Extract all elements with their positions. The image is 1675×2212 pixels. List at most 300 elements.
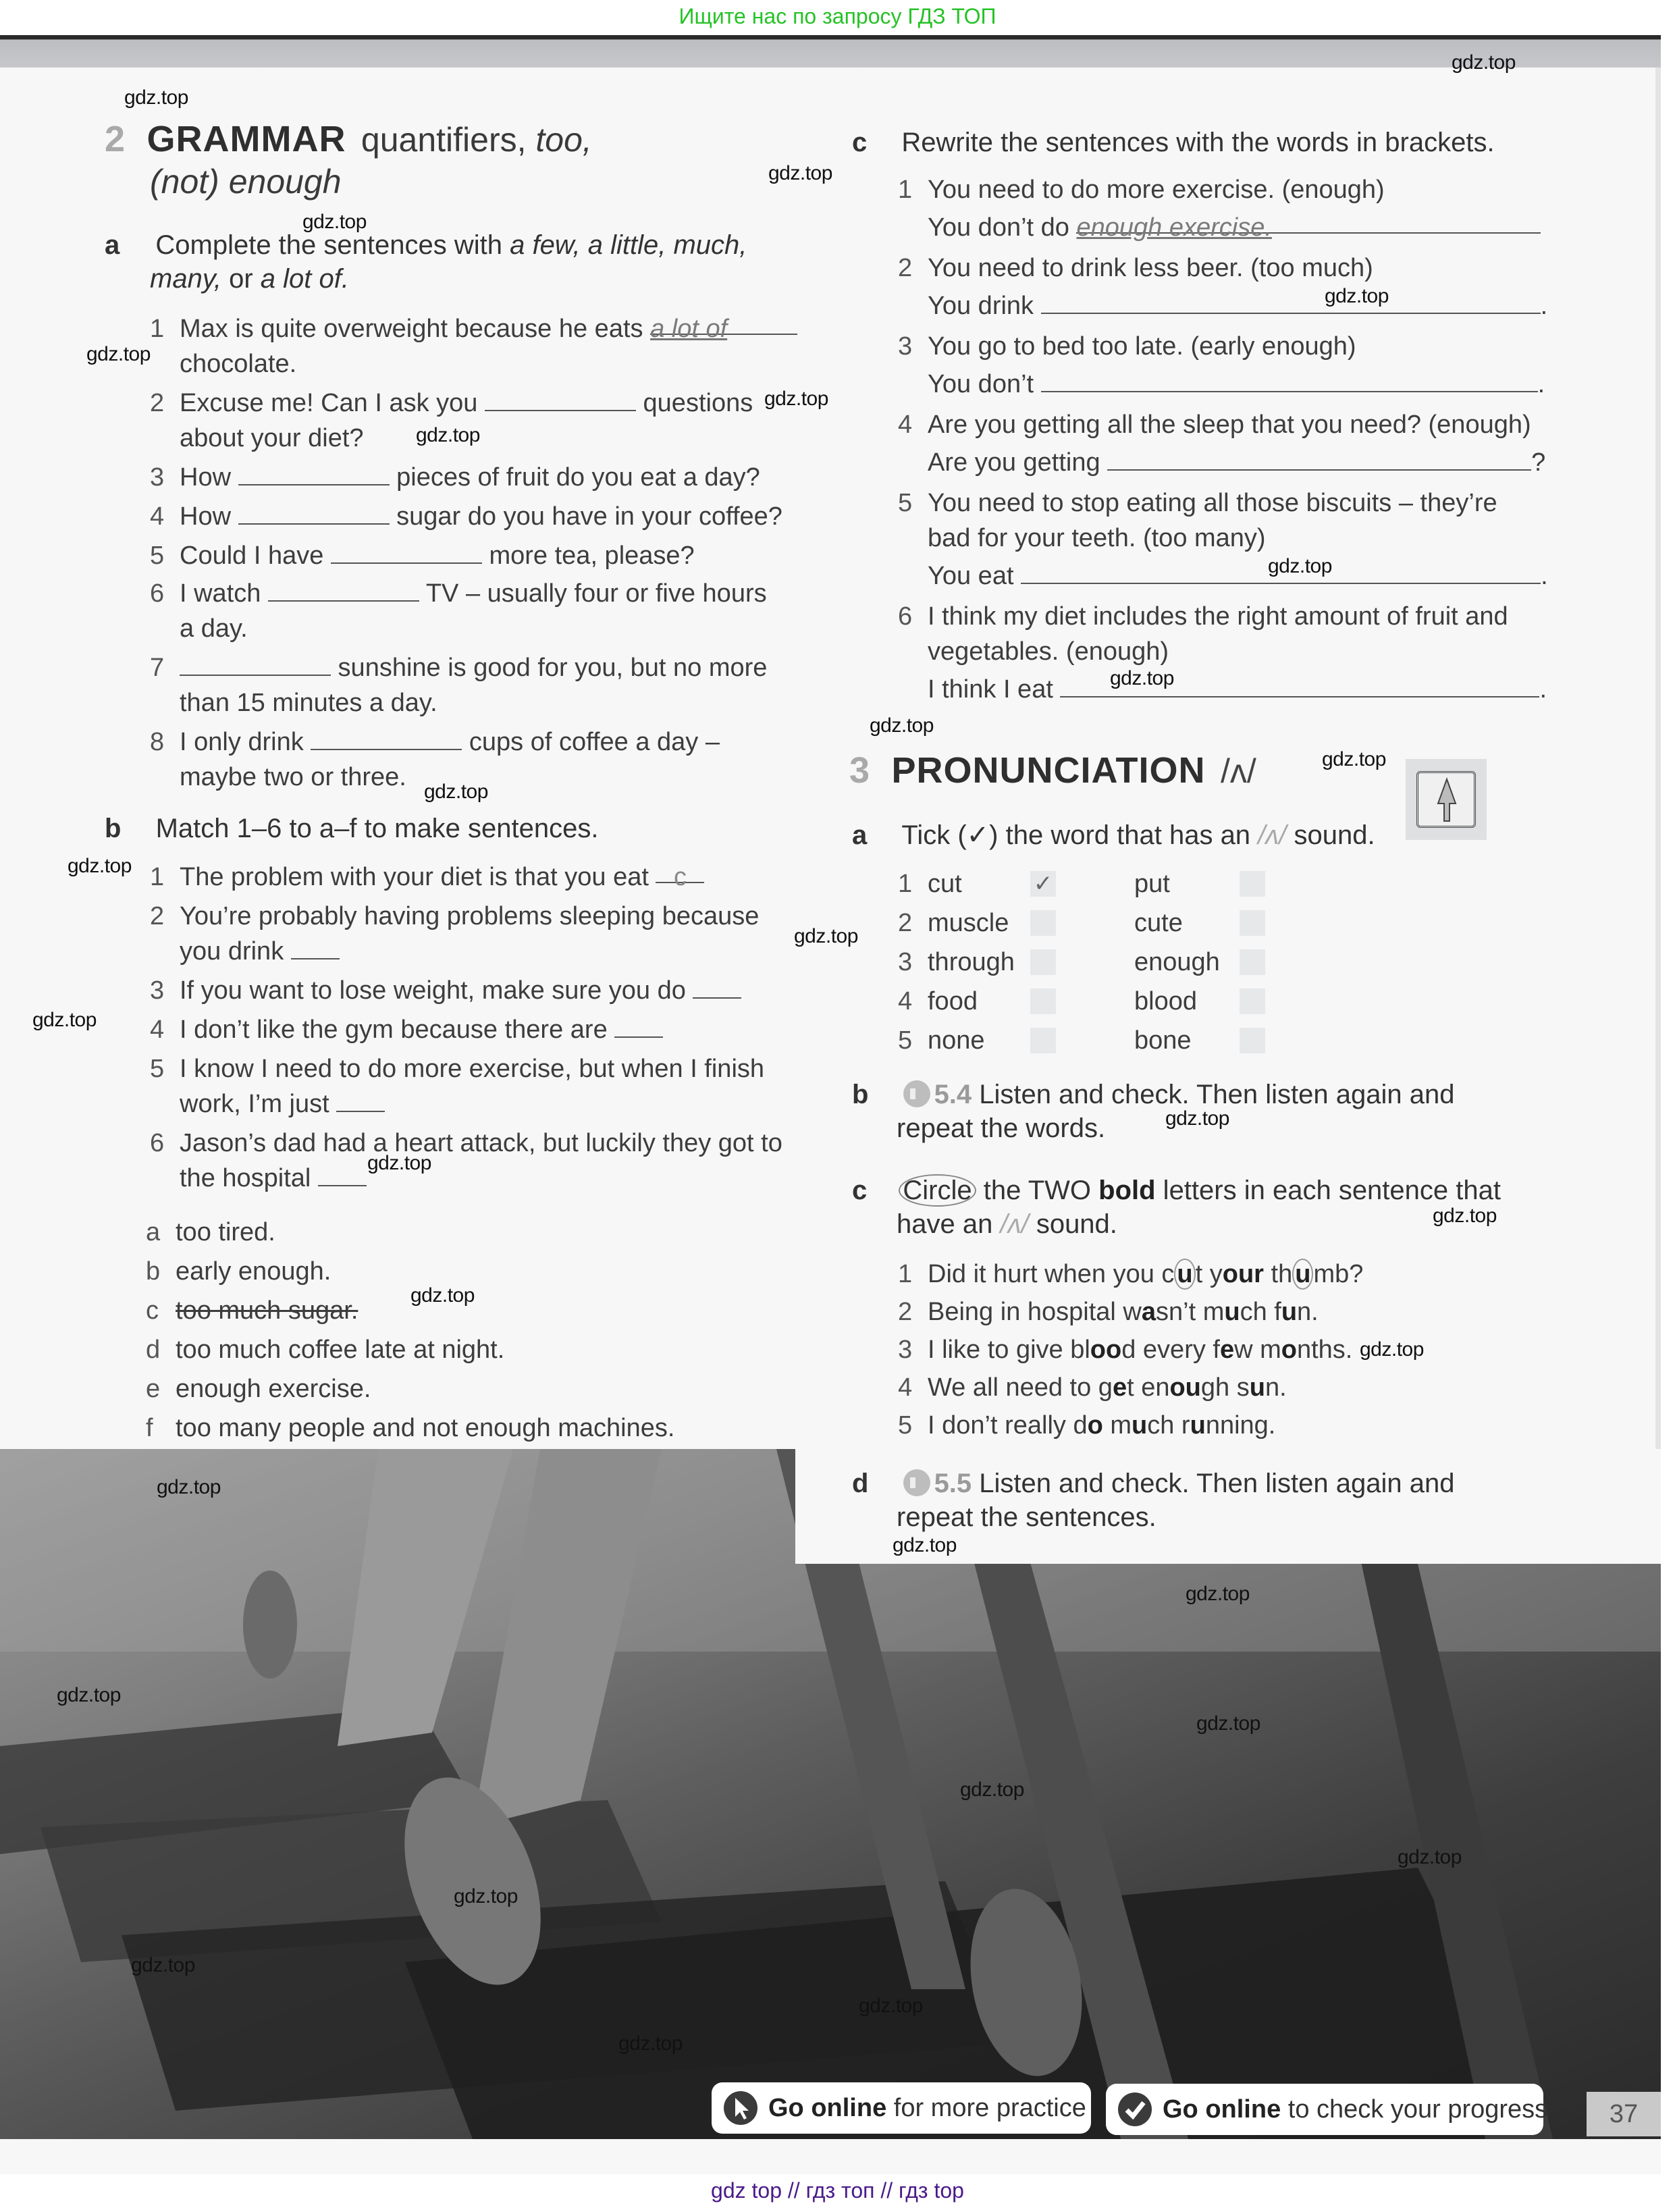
watermark: gdz.top: [1110, 667, 1174, 689]
item-text: Could I have: [180, 542, 331, 570]
sentence-text: t y: [1195, 1260, 1223, 1288]
rewrite-item-1-prompt: [898, 172, 1385, 208]
sentence-text: th: [1263, 1260, 1293, 1288]
item-number: 5: [898, 1411, 913, 1440]
match-option-d: [146, 1332, 504, 1368]
sentence-text: w m: [1234, 1336, 1281, 1364]
sentence-text: n.: [1297, 1298, 1319, 1326]
circle-sentence-2: [898, 1294, 1319, 1330]
bold-letters[interactable]: a: [1141, 1298, 1156, 1326]
grammar-b-item-5-line2: [180, 1086, 385, 1122]
item-text: I watch: [180, 579, 268, 608]
bold-letters[interactable]: o: [1087, 1411, 1103, 1440]
item-text: Jason’s dad had a heart attack, but luckily they got to: [180, 1129, 782, 1157]
watermark: gdz.top: [57, 1684, 121, 1706]
exercise-letter: a: [852, 820, 868, 850]
grammar-b-item-3: [150, 972, 741, 1009]
bold-letters[interactable]: oo: [1090, 1336, 1122, 1364]
grammar-b-item-6: [150, 1125, 782, 1161]
page-top-strip: [0, 35, 1661, 68]
tick-checkbox[interactable]: [1240, 910, 1265, 936]
answer-blank[interactable]: [650, 311, 797, 343]
section-title: PRONUNCIATION: [891, 750, 1206, 791]
audio-track-number: 5.5: [934, 1469, 972, 1498]
option-text: too much coffee late at night.: [176, 1336, 505, 1364]
item-number: 1: [150, 315, 165, 343]
exercise-letter: c: [852, 128, 868, 157]
cursor-arrow-icon: [724, 2091, 757, 2125]
sentence-text: nning.: [1205, 1411, 1276, 1440]
bold-letters[interactable]: our: [1222, 1260, 1264, 1288]
sentence-text: We all need to g: [928, 1373, 1113, 1402]
watermark: gdz.top: [1196, 1712, 1260, 1735]
instruction-text: Match 1–6 to a–f to make sentences.: [155, 814, 599, 843]
grammar-b-item-1: [150, 859, 704, 895]
instruction-text-line2: repeat the sentences.: [897, 1502, 1156, 1532]
item-number: 6: [150, 1129, 165, 1157]
match-option-f: [146, 1410, 674, 1446]
item-prompt: I think my diet includes the right amount of fruit and: [928, 602, 1508, 631]
sentence-text: Being in hospital w: [928, 1298, 1142, 1326]
sentence-text: mb?: [1313, 1260, 1364, 1288]
bold-letters[interactable]: u: [1132, 1411, 1148, 1440]
exercise-letter: b: [852, 1080, 869, 1109]
rewrite-start: I think I eat: [928, 675, 1061, 704]
rewrite-answer-field[interactable]: [1107, 446, 1531, 471]
tick-checkbox[interactable]: [1030, 949, 1056, 975]
sentence-text: d every f: [1121, 1336, 1220, 1364]
sentence-text: m: [1102, 1411, 1132, 1440]
instruction-text: have an: [897, 1209, 1001, 1239]
item-continuation: about your diet?: [180, 424, 364, 452]
item-text-after: cups of coffee a day –: [462, 728, 720, 756]
rewrite-start: You drink: [928, 292, 1041, 320]
item-text: I don’t like the gym because there are: [180, 1016, 608, 1044]
grammar-a-item-6: [150, 575, 767, 612]
section-number: 2: [105, 119, 126, 159]
item-continuation: the hospital: [180, 1164, 311, 1192]
rewrite-item-2-prompt: [898, 250, 1373, 286]
button-label: for more practice: [886, 2093, 1086, 2122]
item-continuation: you drink: [180, 937, 284, 966]
item-text: Excuse me! Can I ask you: [180, 389, 485, 417]
phonetic-symbol: /ʌ/: [1220, 752, 1256, 790]
item-prompt: Are you getting all the sleep that you need? (enough): [928, 411, 1531, 439]
audio-icon[interactable]: [903, 1469, 930, 1496]
bold-letters[interactable]: o: [1281, 1336, 1297, 1364]
word: muscle: [928, 909, 1009, 937]
match-option-e: [146, 1371, 371, 1407]
match-option-b: [146, 1253, 331, 1290]
watermark: gdz.top: [960, 1779, 1024, 1801]
rewrite-item-6-answer-line: [928, 671, 1547, 708]
watermark: gdz.top: [1165, 1107, 1229, 1130]
item-text: The problem with your diet is that you eat: [180, 863, 649, 891]
grammar-a-item-2: [150, 385, 753, 421]
tick-checkbox-checked[interactable]: [1030, 871, 1056, 897]
watermark: gdz.top: [424, 781, 488, 803]
bold-letters[interactable]: u: [1249, 1373, 1265, 1402]
item-number: 3: [898, 1336, 913, 1364]
sentence-text: Did it hurt when you c: [928, 1260, 1175, 1288]
option-letter: b: [146, 1257, 161, 1286]
exercise-letter: a: [105, 230, 120, 260]
watermark: gdz.top: [768, 162, 832, 184]
watermark: gdz.top: [1322, 748, 1386, 770]
word: put: [1134, 870, 1170, 898]
word: blood: [1134, 987, 1197, 1016]
rewrite-answer-field[interactable]: [1076, 209, 1541, 242]
rewrite-end: .: [1537, 370, 1545, 398]
button-label-bold: Go online: [768, 2093, 887, 2122]
item-number: 2: [898, 254, 913, 282]
item-text-after: questions: [635, 389, 753, 417]
watermark: gdz.top: [416, 424, 480, 446]
match-option-c-used: [146, 1292, 358, 1329]
item-number: 4: [150, 502, 165, 531]
pronunciation-heading: [849, 749, 1256, 791]
instruction-text-end: sound.: [1286, 820, 1375, 850]
instruction-text: Tick (✓) the word that has an: [901, 820, 1258, 850]
pronunciation-card: [1406, 759, 1487, 840]
rewrite-end: .: [1541, 562, 1548, 590]
match-answer-blank[interactable]: [693, 974, 741, 999]
option-text: early enough.: [176, 1257, 331, 1286]
item-number: 7: [150, 654, 165, 682]
button-label: to check your progress: [1281, 2095, 1548, 2124]
rewrite-item-6-prompt-line2: vegetables. (enough): [928, 637, 1169, 666]
sentence-text: I don’t really d: [928, 1411, 1088, 1440]
section-subtitle-too: too,: [535, 121, 592, 159]
item-number: 1: [150, 863, 165, 891]
audio-icon[interactable]: [903, 1080, 930, 1107]
item-number: 6: [150, 579, 165, 608]
item-number: 1: [898, 176, 913, 204]
grammar-b-item-4: [150, 1011, 663, 1048]
tick-row-3-word1: [898, 944, 1015, 980]
grammar-a-item-3: [150, 459, 760, 496]
item-number: 8: [150, 728, 165, 756]
exercise-a-instruction: [105, 227, 747, 263]
go-online-progress-button[interactable]: [1106, 2084, 1548, 2135]
page-number: 37: [1587, 2092, 1661, 2136]
match-option-a: [146, 1214, 275, 1250]
exercise-c-instruction: [852, 124, 1495, 161]
item-text-after: more tea, please?: [481, 542, 695, 570]
go-online-practice-button[interactable]: [712, 2082, 1091, 2134]
rewrite-answer-field[interactable]: [1041, 368, 1538, 392]
exercise-letter: d: [852, 1469, 869, 1498]
word: cut: [928, 870, 962, 898]
item-text: How: [180, 463, 238, 492]
section-title: GRAMMAR: [147, 119, 346, 159]
watermark: gdz.top: [1398, 1846, 1462, 1868]
bold-letters[interactable]: e: [1219, 1336, 1235, 1364]
grammar-a-item-7: [150, 650, 767, 686]
watermark: gdz.top: [764, 388, 828, 410]
tick-checkbox[interactable]: [1030, 910, 1056, 936]
section-subtitle-line2: (not) enough: [150, 163, 342, 201]
page-right-edge: [1655, 68, 1661, 1688]
item-number: 3: [898, 332, 913, 361]
item-text: You’re probably having problems sleeping because: [180, 902, 760, 930]
watermark: gdz.top: [367, 1152, 431, 1174]
circle-sentence-5: [898, 1407, 1275, 1444]
grammar-a-item-1: [150, 311, 797, 347]
match-answer-blank[interactable]: [614, 1013, 663, 1038]
item-text: I know I need to do more exercise, but when I finish: [180, 1055, 765, 1083]
rewrite-item-2-answer-line: [928, 288, 1547, 324]
bold-letters[interactable]: ou: [1169, 1373, 1201, 1402]
match-answer-blank[interactable]: [656, 859, 704, 891]
word: bone: [1134, 1026, 1192, 1055]
watermark: gdz.top: [68, 855, 132, 877]
bold-letters[interactable]: u: [1281, 1298, 1298, 1326]
answer-blank[interactable]: [180, 652, 331, 676]
bold-letters[interactable]: u: [1190, 1411, 1206, 1440]
option-text: too many people and not enough machines.: [176, 1414, 675, 1442]
rewrite-item-5-prompt-line2: bad for your teeth. (too many): [928, 524, 1266, 552]
rewrite-start: Are you getting: [928, 448, 1108, 477]
option-text: enough exercise.: [176, 1375, 371, 1403]
tick-row-5-word1: [898, 1022, 985, 1059]
item-number: 4: [898, 987, 913, 1016]
watermark: gdz.top: [1433, 1205, 1497, 1227]
option-letter: f: [146, 1414, 153, 1442]
tick-row-1-word1: [898, 866, 962, 902]
rewrite-item-4-prompt: [898, 406, 1531, 443]
tick-checkbox[interactable]: [1240, 871, 1265, 897]
grammar-a-item-4: [150, 498, 782, 535]
sentence-text: ch f: [1240, 1298, 1281, 1326]
tick-checkbox[interactable]: [1240, 1028, 1265, 1053]
item-number: 5: [898, 489, 913, 517]
exercise-a-instruction-line2: [150, 261, 349, 297]
item-text-after: sunshine is good for you, but no more: [331, 654, 768, 682]
grammar-a-item-5: [150, 537, 695, 574]
audio-track-number: 5.4: [934, 1080, 972, 1109]
item-continuation: maybe two or three.: [180, 763, 406, 791]
item-continuation: chocolate.: [180, 350, 297, 378]
button-label-bold: Go online: [1163, 2095, 1281, 2124]
exercise-pron-c-instruction: [852, 1172, 1501, 1209]
item-text: I only drink: [180, 728, 311, 756]
item-prompt: You need to drink less beer. (too much): [928, 254, 1373, 282]
rewrite-start: You don’t do: [928, 213, 1077, 242]
item-number: 2: [150, 389, 165, 417]
sentence-text: sn’t m: [1156, 1298, 1225, 1326]
sentence-text: t en: [1127, 1373, 1170, 1402]
instruction-text: Listen and check. Then listen again and: [972, 1080, 1455, 1109]
exercise-letter: c: [852, 1176, 868, 1205]
watermark: gdz.top: [131, 1954, 195, 1976]
watermark: gdz.top: [794, 925, 858, 947]
watermark: gdz.top: [859, 1995, 923, 2017]
bold-letters-circled[interactable]: u: [1292, 1259, 1313, 1290]
option-letter: c: [146, 1296, 159, 1325]
instruction-text: Rewrite the sentences with the words in brackets.: [901, 128, 1495, 157]
circle-sentence-3: [898, 1332, 1352, 1368]
watermark: gdz.top: [870, 714, 934, 737]
item-number: 2: [898, 1298, 913, 1326]
rewrite-answer-field[interactable]: [1041, 290, 1541, 314]
instruction-many: many,: [150, 264, 221, 294]
watermark: gdz.top: [1452, 51, 1516, 74]
word: enough: [1134, 948, 1220, 976]
section-number: 3: [849, 750, 870, 791]
grammar-b-item-6-line2: [180, 1160, 367, 1196]
watermark: gdz.top: [157, 1476, 221, 1498]
answer-blank[interactable]: [238, 461, 390, 485]
word: cute: [1134, 909, 1183, 937]
check-circle-icon: [1118, 2092, 1152, 2126]
answer-blank[interactable]: [238, 500, 390, 525]
tick-checkbox[interactable]: [1030, 1028, 1056, 1053]
instruction-bold: bold: [1098, 1176, 1156, 1205]
item-text: If you want to lose weight, make sure you do: [180, 976, 686, 1005]
instruction-text: Listen and check. Then listen again and: [972, 1469, 1455, 1498]
item-text-after: sugar do you have in your coffee?: [389, 502, 782, 531]
option-letter: a: [146, 1218, 161, 1246]
item-continuation: work, I’m just: [180, 1090, 329, 1118]
exercise-pron-c-line2: [897, 1206, 1117, 1242]
watermark: gdz.top: [454, 1885, 518, 1907]
item-text-after: pieces of fruit do you eat a day?: [389, 463, 760, 492]
word: none: [928, 1026, 985, 1055]
match-answer-blank[interactable]: [318, 1162, 367, 1186]
section-subtitle: quantifiers,: [361, 121, 536, 159]
item-number: 5: [898, 1026, 913, 1055]
tick-checkbox[interactable]: [1240, 989, 1265, 1014]
item-prompt: You go to bed too late. (early enough): [928, 332, 1356, 361]
watermark: gdz.top: [124, 86, 188, 109]
watermark: gdz.top: [1268, 555, 1332, 577]
rewrite-item-3-answer-line: [928, 366, 1545, 402]
item-number: 2: [898, 909, 913, 937]
bold-letters[interactable]: u: [1224, 1298, 1240, 1326]
exercise-letter: b: [105, 814, 122, 843]
circle-sentence-4: [898, 1369, 1287, 1406]
item-prompt: You need to do more exercise. (enough): [928, 176, 1385, 204]
item-number: 2: [150, 902, 165, 930]
check-mark-icon: ✓: [1033, 871, 1053, 897]
item-number: 4: [898, 1373, 913, 1402]
bold-letters[interactable]: e: [1112, 1373, 1127, 1402]
rewrite-start: You eat: [928, 562, 1021, 590]
rewrite-end: .: [1539, 675, 1547, 704]
exercise-pron-b-instruction: [852, 1076, 1454, 1113]
bottom-banner[interactable]: gdz top // гдз топ // гдз top: [711, 2178, 964, 2203]
instruction-text-line2: repeat the words.: [897, 1113, 1106, 1143]
rewrite-item-6-prompt: [898, 598, 1508, 635]
grammar-heading: [105, 118, 592, 160]
tick-checkbox[interactable]: [1030, 989, 1056, 1014]
item-number: 1: [898, 1260, 913, 1288]
item-number: 3: [150, 463, 165, 492]
watermark: gdz.top: [1186, 1583, 1250, 1605]
item-number: 3: [150, 976, 165, 1005]
instruction-text: the TWO: [976, 1176, 1099, 1205]
item-continuation: than 15 minutes a day.: [180, 689, 437, 717]
answer-blank[interactable]: [311, 726, 462, 750]
watermark: gdz.top: [1360, 1338, 1424, 1361]
rewrite-item-5-prompt: [898, 485, 1497, 521]
item-number: 4: [898, 411, 913, 439]
exercise-b-instruction: [105, 810, 599, 847]
answer-blank[interactable]: [485, 387, 636, 411]
phonetic-symbol: /ʌ/: [1258, 820, 1287, 850]
word: through: [928, 948, 1015, 976]
sentence-text: n.: [1265, 1373, 1287, 1402]
exercise-pron-d-instruction: [852, 1465, 1454, 1502]
filled-answer: enough exercise.: [1076, 213, 1272, 242]
instruction-text: letters in each sentence that: [1155, 1176, 1501, 1205]
match-answer-blank[interactable]: [291, 935, 340, 959]
grammar-b-item-2-line2: [180, 933, 340, 970]
bold-letters-circled[interactable]: u: [1174, 1259, 1195, 1290]
option-text: too tired.: [176, 1218, 275, 1246]
item-number: 5: [150, 542, 165, 570]
rewrite-end: .: [1540, 292, 1548, 320]
rewrite-item-5-answer-line: [928, 558, 1548, 594]
item-text-after: TV – usually four or five hours: [419, 579, 767, 608]
filled-answer: c: [673, 863, 687, 891]
rewrite-end: ?: [1531, 448, 1546, 477]
answer-blank[interactable]: [331, 539, 482, 564]
item-text: How: [180, 502, 238, 531]
phonetic-symbol: /ʌ/: [1000, 1209, 1029, 1239]
rewrite-start: You don’t: [928, 370, 1041, 398]
sentence-text: gh s: [1200, 1373, 1250, 1402]
word: food: [928, 987, 978, 1016]
tick-row-4-word1: [898, 983, 978, 1020]
instruction-text: sound.: [1028, 1209, 1117, 1239]
tick-checkbox[interactable]: [1240, 949, 1265, 975]
rewrite-item-3-prompt: [898, 328, 1356, 365]
instruction-quantifiers: a few, a little, much,: [510, 230, 747, 260]
grammar-b-item-5: [150, 1051, 764, 1087]
option-letter: e: [146, 1375, 161, 1403]
sentence-text: ch r: [1147, 1411, 1190, 1440]
watermark: gdz.top: [302, 211, 367, 233]
grammar-b-item-2: [150, 898, 759, 934]
match-answer-blank[interactable]: [336, 1088, 385, 1112]
rewrite-item-4-answer-line: [928, 444, 1545, 481]
item-number: 3: [898, 948, 913, 976]
item-continuation: a day.: [180, 614, 248, 643]
tick-row-2-word1: [898, 905, 1009, 941]
circled-word: Circle: [899, 1174, 976, 1207]
arrow-up-icon: [1423, 764, 1470, 832]
item-number: 1: [898, 870, 913, 898]
exercise-pron-a-instruction: [852, 817, 1375, 853]
top-banner[interactable]: Ищите нас по запросу ГДЗ ТОП: [0, 0, 1675, 34]
item-number: 6: [898, 602, 913, 631]
instruction-text: Complete the sentences with: [155, 230, 510, 260]
instruction-or: or: [221, 264, 261, 294]
watermark: gdz.top: [32, 1009, 97, 1031]
sentence-text: I like to give bl: [928, 1336, 1090, 1364]
circle-sentence-1: [898, 1256, 1363, 1292]
watermark: gdz.top: [618, 2032, 683, 2055]
item-prompt: You need to stop eating all those biscuits – they’re: [928, 489, 1497, 517]
item-text: Max is quite overweight because he eats: [180, 315, 651, 343]
answer-blank[interactable]: [268, 577, 419, 602]
watermark: gdz.top: [1325, 285, 1389, 307]
watermark: gdz.top: [893, 1534, 957, 1556]
instruction-a-lot-of: a lot of.: [260, 264, 349, 294]
grammar-a-item-8: [150, 724, 720, 760]
